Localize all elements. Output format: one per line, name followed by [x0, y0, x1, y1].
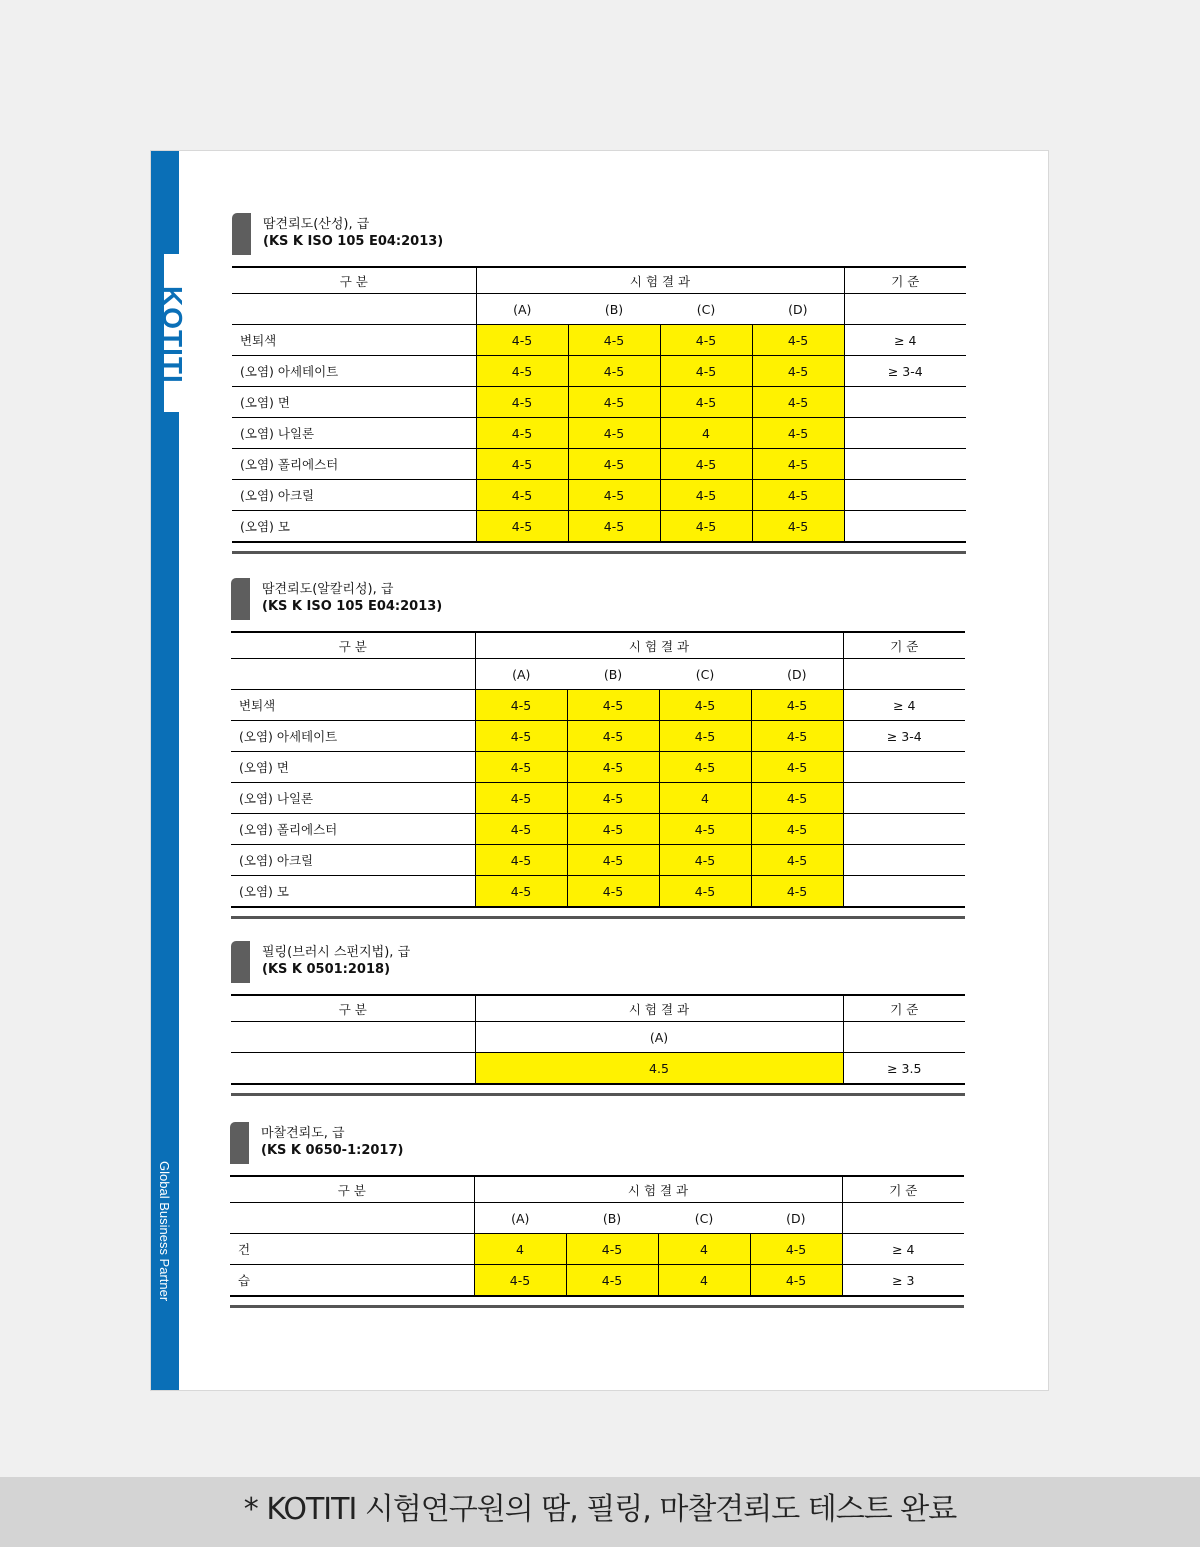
section-title: 땀견뢰도(산성), 급 — [263, 217, 370, 232]
header-result: 시 험 결 과 — [475, 632, 843, 659]
result-value: 4-5 — [659, 814, 751, 845]
section-header — [230, 1120, 964, 1166]
column-label: (D) — [750, 1203, 842, 1234]
result-value: 4-5 — [474, 1265, 566, 1297]
table-row — [231, 1053, 965, 1085]
result-value: 4.5 — [475, 1053, 843, 1085]
standard-value — [843, 876, 965, 908]
section-title: 필링(브러시 스펀지법), 급 — [262, 945, 411, 960]
section-title: 마찰견뢰도, 급 — [261, 1126, 345, 1141]
standard-value — [843, 814, 965, 845]
result-value: 4-5 — [568, 480, 660, 511]
section-title: 땀견뢰도(알칼리성), 급 — [262, 582, 394, 597]
result-value: 4-5 — [751, 876, 843, 908]
sub-header-blank — [232, 294, 476, 325]
column-label: (A) — [475, 659, 567, 690]
standard-value — [843, 845, 965, 876]
result-value: 4-5 — [566, 1265, 658, 1297]
section-method: (KS K 0650-1:2017) — [261, 1143, 404, 1158]
tagline: Global Business Partner — [157, 1161, 172, 1302]
standard-value: ≥ 4 — [844, 325, 966, 356]
row-label: (오염) 아크릴 — [231, 845, 475, 876]
section-bottom-rule — [230, 1305, 964, 1308]
sub-header-blank — [231, 1022, 475, 1053]
standard-value — [843, 783, 965, 814]
result-value: 4-5 — [568, 418, 660, 449]
column-label: (C) — [660, 294, 752, 325]
results-table — [231, 631, 965, 908]
result-value: 4 — [660, 418, 752, 449]
result-value: 4-5 — [752, 449, 844, 480]
row-label: (오염) 모 — [232, 511, 476, 543]
section-header — [232, 211, 966, 257]
result-value: 4-5 — [475, 814, 567, 845]
column-label: (C) — [658, 1203, 750, 1234]
result-value: 4-5 — [476, 480, 568, 511]
standard-value: ≥ 3.5 — [843, 1053, 965, 1085]
result-value: 4-5 — [659, 845, 751, 876]
result-value: 4-5 — [751, 783, 843, 814]
standard-value: ≥ 3 — [842, 1265, 964, 1297]
standard-value — [844, 449, 966, 480]
result-value: 4 — [659, 783, 751, 814]
result-value: 4-5 — [660, 480, 752, 511]
table-row — [232, 449, 966, 480]
result-value: 4 — [658, 1234, 750, 1265]
row-label: 변퇴색 — [231, 690, 475, 721]
section-marker — [231, 578, 250, 620]
result-value: 4-5 — [751, 845, 843, 876]
result-value: 4-5 — [476, 449, 568, 480]
row-label: (오염) 아크릴 — [232, 480, 476, 511]
standard-value — [844, 480, 966, 511]
section-method: (KS K ISO 105 E04:2013) — [262, 599, 443, 614]
column-label: (B) — [567, 659, 659, 690]
sub-header-blank — [230, 1203, 474, 1234]
header-result: 시 험 결 과 — [474, 1176, 842, 1203]
row-label: (오염) 나일론 — [232, 418, 476, 449]
result-value: 4-5 — [476, 418, 568, 449]
column-label: (A) — [476, 294, 568, 325]
results-table — [230, 1175, 964, 1297]
section-method: (KS K ISO 105 E04:2013) — [263, 234, 444, 249]
result-value: 4 — [474, 1234, 566, 1265]
result-value: 4-5 — [751, 814, 843, 845]
row-label: (오염) 면 — [232, 387, 476, 418]
header-result: 시 험 결 과 — [476, 267, 844, 294]
section-method: (KS K 0501:2018) — [262, 962, 391, 977]
result-value: 4-5 — [751, 690, 843, 721]
test-section — [231, 939, 965, 1096]
row-label: 건 — [230, 1234, 474, 1265]
table-row — [231, 814, 965, 845]
row-label: 변퇴색 — [232, 325, 476, 356]
header-category: 구 분 — [231, 632, 475, 659]
section-marker — [230, 1122, 249, 1164]
result-value: 4-5 — [568, 511, 660, 543]
table-row — [231, 752, 965, 783]
result-value: 4-5 — [567, 690, 659, 721]
row-label: (오염) 아세테이트 — [231, 721, 475, 752]
result-value: 4-5 — [752, 387, 844, 418]
result-value: 4-5 — [475, 721, 567, 752]
results-table — [232, 266, 966, 543]
header-category: 구 분 — [232, 267, 476, 294]
caption: * KOTITI 시험연구원의 땀, 필링, 마찰견뢰도 테스트 완료 — [0, 1477, 1200, 1547]
result-value: 4-5 — [568, 325, 660, 356]
result-value: 4 — [658, 1265, 750, 1297]
column-label: (C) — [659, 659, 751, 690]
result-value: 4-5 — [751, 752, 843, 783]
column-label: (A) — [474, 1203, 566, 1234]
result-value: 4-5 — [659, 690, 751, 721]
result-value: 4-5 — [752, 356, 844, 387]
column-label: (A) — [475, 1022, 843, 1053]
result-value: 4-5 — [475, 845, 567, 876]
header-standard: 기 준 — [844, 267, 966, 294]
result-value: 4-5 — [567, 783, 659, 814]
report-page — [150, 150, 1049, 1391]
standard-value: ≥ 3-4 — [844, 356, 966, 387]
column-label: (D) — [751, 659, 843, 690]
kotiti-logo: KOTITI — [157, 286, 188, 384]
table-row — [231, 783, 965, 814]
table-row — [232, 480, 966, 511]
result-value: 4-5 — [750, 1265, 842, 1297]
standard-value — [844, 511, 966, 543]
result-value: 4-5 — [475, 752, 567, 783]
result-value: 4-5 — [475, 876, 567, 908]
section-bottom-rule — [231, 916, 965, 919]
test-section — [231, 576, 965, 919]
header-standard: 기 준 — [843, 995, 965, 1022]
header-standard: 기 준 — [842, 1176, 964, 1203]
header-category: 구 분 — [230, 1176, 474, 1203]
section-bottom-rule — [231, 1093, 965, 1096]
table-row — [230, 1234, 964, 1265]
sub-header-blank — [231, 659, 475, 690]
result-value: 4-5 — [568, 387, 660, 418]
section-header — [231, 939, 965, 985]
header-category: 구 분 — [231, 995, 475, 1022]
result-value: 4-5 — [752, 511, 844, 543]
standard-value: ≥ 4 — [842, 1234, 964, 1265]
standard-value: ≥ 3-4 — [843, 721, 965, 752]
result-value: 4-5 — [475, 783, 567, 814]
sub-header-blank — [842, 1203, 964, 1234]
table-row — [231, 690, 965, 721]
row-label: (오염) 모 — [231, 876, 475, 908]
standard-value: ≥ 4 — [843, 690, 965, 721]
table-row — [230, 1265, 964, 1297]
result-value: 4-5 — [567, 845, 659, 876]
standard-value — [843, 752, 965, 783]
table-row — [232, 511, 966, 543]
result-value: 4-5 — [660, 387, 752, 418]
row-label: 습 — [230, 1265, 474, 1297]
standard-value — [844, 387, 966, 418]
standard-value — [844, 418, 966, 449]
header-result: 시 험 결 과 — [475, 995, 843, 1022]
sub-header-blank — [844, 294, 966, 325]
section-marker — [231, 941, 250, 983]
row-label — [231, 1053, 475, 1085]
result-value: 4-5 — [660, 449, 752, 480]
table-row — [232, 356, 966, 387]
result-value: 4-5 — [752, 418, 844, 449]
result-value: 4-5 — [566, 1234, 658, 1265]
result-value: 4-5 — [750, 1234, 842, 1265]
test-section — [230, 1120, 964, 1308]
result-value: 4-5 — [660, 511, 752, 543]
table-row — [232, 387, 966, 418]
result-value: 4-5 — [476, 356, 568, 387]
section-bottom-rule — [232, 551, 966, 554]
table-row — [232, 418, 966, 449]
sub-header-blank — [843, 659, 965, 690]
table-row — [232, 325, 966, 356]
results-table — [231, 994, 965, 1085]
row-label: (오염) 아세테이트 — [232, 356, 476, 387]
row-label: (오염) 면 — [231, 752, 475, 783]
result-value: 4-5 — [475, 690, 567, 721]
result-value: 4-5 — [476, 325, 568, 356]
table-row — [231, 721, 965, 752]
result-value: 4-5 — [752, 480, 844, 511]
result-value: 4-5 — [660, 356, 752, 387]
result-value: 4-5 — [567, 721, 659, 752]
sub-header-blank — [843, 1022, 965, 1053]
row-label: (오염) 나일론 — [231, 783, 475, 814]
header-standard: 기 준 — [843, 632, 965, 659]
section-header — [231, 576, 965, 622]
column-label: (B) — [568, 294, 660, 325]
result-value: 4-5 — [659, 876, 751, 908]
result-value: 4-5 — [568, 356, 660, 387]
result-value: 4-5 — [476, 511, 568, 543]
result-value: 4-5 — [567, 752, 659, 783]
result-value: 4-5 — [567, 814, 659, 845]
result-value: 4-5 — [659, 752, 751, 783]
result-value: 4-5 — [752, 325, 844, 356]
result-value: 4-5 — [567, 876, 659, 908]
table-row — [231, 845, 965, 876]
result-value: 4-5 — [476, 387, 568, 418]
table-row — [231, 876, 965, 908]
result-value: 4-5 — [751, 721, 843, 752]
result-value: 4-5 — [568, 449, 660, 480]
column-label: (B) — [566, 1203, 658, 1234]
test-section — [232, 211, 966, 554]
row-label: (오염) 폴리에스터 — [231, 814, 475, 845]
result-value: 4-5 — [659, 721, 751, 752]
row-label: (오염) 폴리에스터 — [232, 449, 476, 480]
result-value: 4-5 — [660, 325, 752, 356]
section-marker — [232, 213, 251, 255]
column-label: (D) — [752, 294, 844, 325]
